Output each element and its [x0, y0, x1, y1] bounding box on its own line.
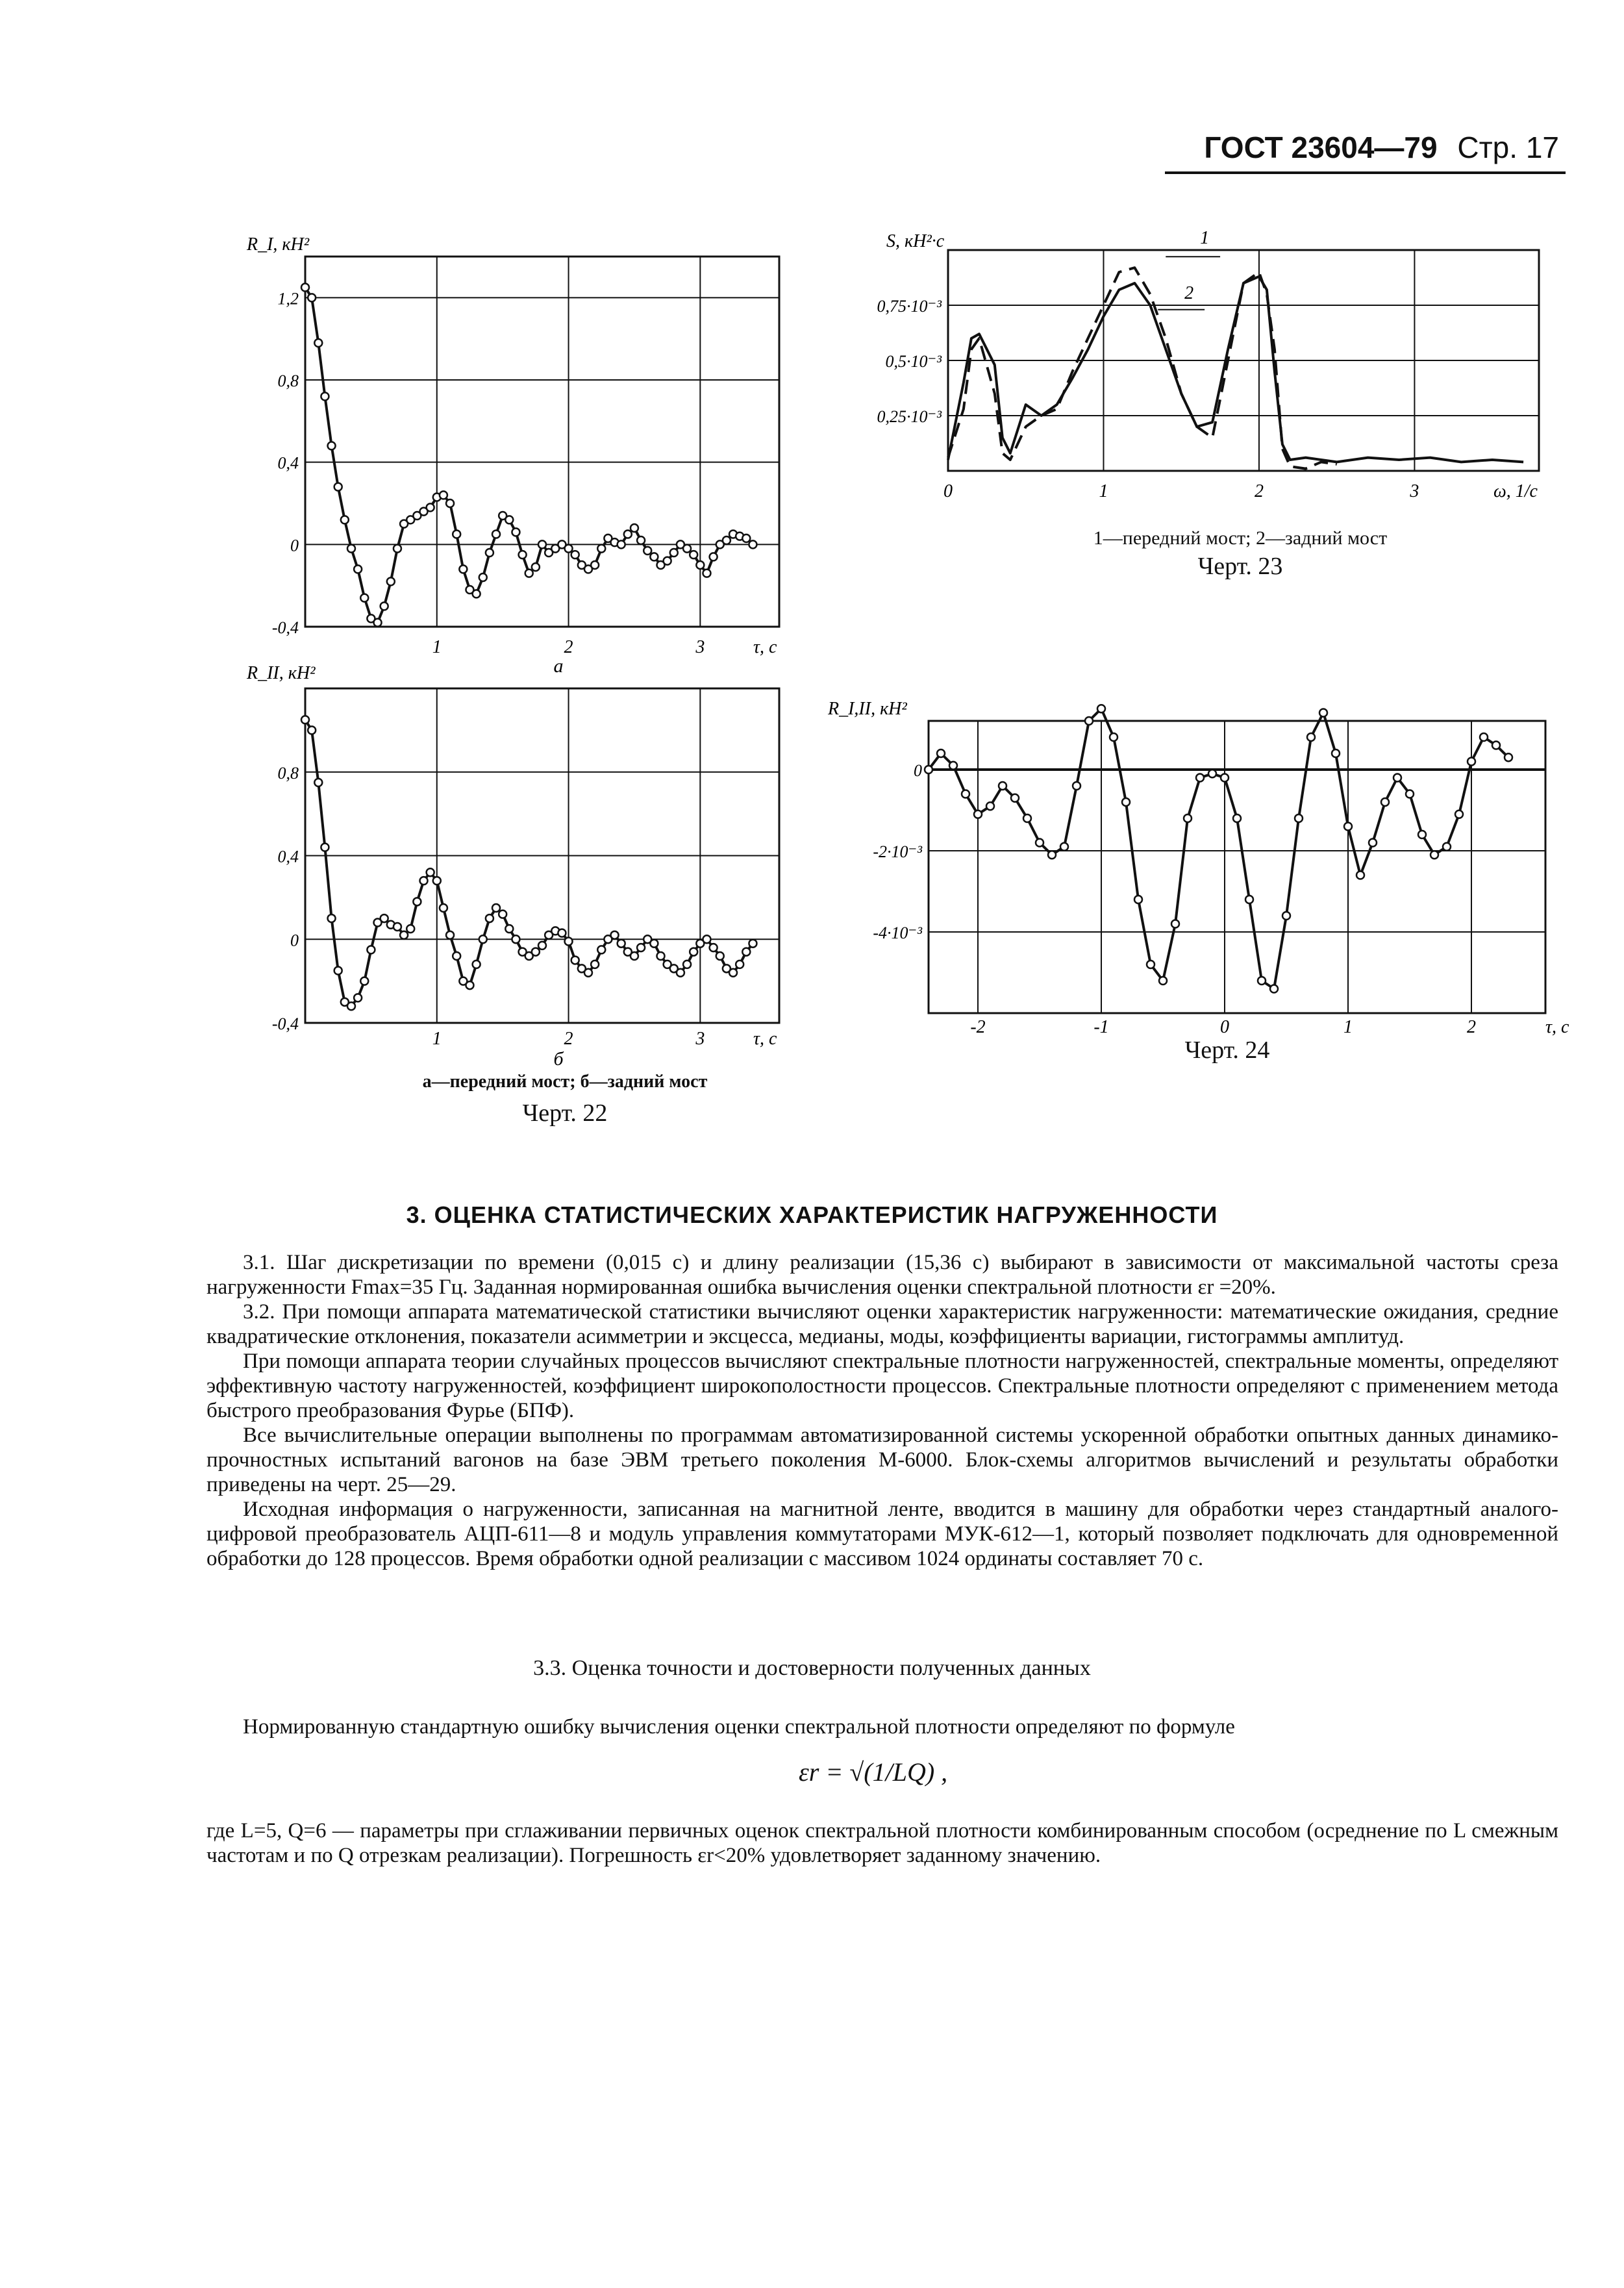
x-tick-label: 2: [564, 1029, 573, 1049]
data-point: [440, 491, 447, 499]
data-point: [1208, 770, 1216, 777]
data-point: [347, 1002, 355, 1010]
data-point: [479, 935, 487, 943]
data-point: [1295, 814, 1303, 822]
x-tick-label: 1: [432, 637, 442, 657]
data-point: [631, 524, 638, 532]
data-point: [631, 952, 638, 960]
plot-frame: [929, 721, 1545, 1013]
data-point: [360, 977, 368, 985]
data-point: [512, 528, 519, 536]
data-point: [519, 551, 527, 559]
x-tick-label: 1: [1099, 481, 1108, 501]
data-point: [538, 942, 546, 949]
series-label: 2: [1184, 283, 1194, 303]
subsection-intro: [206, 1715, 1558, 1739]
data-point: [1356, 872, 1364, 879]
data-point: [1344, 823, 1352, 831]
paragraph: Нормированную стандартную ошибку вычисления оценки спектральной плотности определяют по формуле: [243, 1715, 1235, 1739]
x-tick-label: -2: [970, 1017, 986, 1037]
data-point: [334, 483, 342, 491]
data-point: [1430, 851, 1438, 859]
data-point: [492, 531, 500, 538]
data-point: [459, 565, 467, 573]
data-point: [512, 935, 519, 943]
data-point: [690, 551, 697, 559]
data-point: [716, 952, 724, 960]
data-point: [314, 779, 322, 786]
data-point: [381, 914, 388, 922]
y-tick-label: -0,4: [271, 618, 299, 637]
x-tick-label: 1: [1343, 1017, 1353, 1037]
data-point: [558, 929, 566, 937]
x-axis-label: τ, с: [1545, 1017, 1569, 1037]
panel-label: а: [553, 655, 564, 677]
data-point: [360, 594, 368, 602]
x-axis-label: τ, с: [753, 1029, 777, 1049]
data-point: [308, 726, 316, 734]
data-point: [618, 940, 625, 948]
data-point: [729, 969, 737, 977]
data-point: [696, 561, 704, 569]
data-point: [301, 716, 309, 723]
data-point: [637, 944, 645, 951]
data-point: [453, 952, 460, 960]
page-number: Стр. 17: [1457, 131, 1559, 164]
y-tick-label: 0,25·10⁻³: [877, 407, 942, 426]
data-point: [499, 911, 506, 918]
data-point: [354, 565, 362, 573]
y-tick-label: 0,4: [277, 847, 299, 866]
data-point: [1122, 798, 1130, 806]
data-point: [618, 540, 625, 548]
data-point: [1110, 733, 1118, 741]
data-point: [571, 551, 579, 559]
x-tick-label: 0: [943, 481, 953, 501]
data-point: [1270, 985, 1278, 993]
x-tick-label: 2: [1254, 481, 1264, 501]
data-point: [591, 961, 599, 968]
paragraph: где L=5, Q=6 — параметры при сглаживании первичных оценок спектральной плотности комбинированным способом (осреднение по L смежным частотам и по Q отрезкам реализации). Погрешность εr<20% удовлетворяет заданному значению.: [206, 1819, 1558, 1867]
data-point: [406, 925, 414, 933]
data-point: [1492, 742, 1500, 749]
series-line: [948, 277, 1523, 462]
data-point: [736, 961, 743, 968]
data-point: [1134, 896, 1142, 903]
data-point: [381, 602, 388, 610]
data-point: [1381, 798, 1389, 806]
data-point: [486, 549, 493, 557]
data-point: [334, 967, 342, 975]
chart-fig22b: [234, 662, 805, 1070]
data-point: [473, 961, 481, 968]
data-point: [400, 931, 408, 939]
paragraph: При помощи аппарата теории случайных процессов вычисляют спектральные плотности нагруженностей, спектральные моменты, определяют эффективную частоту нагруженностей, коэффициент широкополостности процессов. Спектральные плотности определяют с применением метода быстрого преобразования Фурье (БПФ).: [206, 1350, 1558, 1422]
y-tick-label: 0,4: [277, 453, 299, 473]
y-tick-label: 0: [290, 931, 299, 950]
data-point: [446, 931, 454, 939]
data-point: [584, 969, 592, 977]
data-point: [742, 534, 750, 542]
data-point: [1258, 977, 1266, 985]
data-point: [677, 969, 684, 977]
data-point: [703, 935, 710, 943]
series-line: [929, 709, 1508, 988]
data-point: [650, 553, 658, 560]
data-point: [505, 516, 513, 523]
data-point: [354, 994, 362, 1001]
section-title: 3. ОЦЕНКА СТАТИСТИЧЕСКИХ ХАРАКТЕРИСТИК НАГРУЖЕННОСТИ: [406, 1201, 1218, 1228]
data-point: [1455, 811, 1463, 818]
data-point: [420, 877, 428, 885]
fig24-caption: Черт. 24: [1184, 1037, 1270, 1064]
data-point: [394, 923, 401, 931]
y-tick-label: -4·10⁻³: [873, 924, 922, 942]
data-point: [486, 914, 493, 922]
data-point: [657, 952, 665, 960]
data-point: [505, 925, 513, 933]
fig23-caption: Черт. 23: [1197, 553, 1283, 580]
x-tick-label: 3: [695, 1029, 705, 1049]
y-tick-label: 0,8: [277, 371, 299, 390]
data-point: [453, 531, 460, 538]
x-axis-label: τ, с: [753, 637, 777, 657]
data-point: [1159, 977, 1167, 985]
data-point: [341, 516, 349, 523]
data-point: [1418, 831, 1426, 838]
data-point: [749, 540, 756, 548]
data-point: [723, 536, 731, 544]
data-point: [492, 904, 500, 912]
data-point: [1480, 733, 1488, 741]
data-point: [703, 570, 710, 577]
y-axis-label: R_II, кН²: [247, 663, 316, 683]
data-point: [624, 531, 632, 538]
data-point: [328, 442, 336, 449]
data-point: [1011, 794, 1019, 802]
data-point: [328, 914, 336, 922]
y-tick-label: 0,75·10⁻³: [877, 297, 942, 316]
paragraph: 3.1. Шаг дискретизации по времени (0,015 с) и длину реализации (15,36 с) выбирают в зависимости от максимальной частоты среза нагруженности Fmax=35 Гц. Заданная нормированная ошибка вычисления оценки спектральной плотности εr =20%.: [206, 1251, 1558, 1299]
data-point: [925, 766, 932, 773]
data-point: [1048, 851, 1056, 859]
x-tick-label: -1: [1093, 1017, 1109, 1037]
page-header: [1165, 130, 1566, 174]
data-point: [650, 940, 658, 948]
data-point: [1319, 709, 1327, 717]
y-tick-label: -0,4: [271, 1014, 299, 1033]
data-point: [532, 948, 540, 956]
data-point: [611, 931, 619, 939]
fig23-legend: 1—передний мост; 2—задний мост: [1093, 527, 1388, 549]
data-point: [1393, 774, 1401, 782]
data-point: [374, 619, 382, 627]
data-point: [308, 294, 316, 301]
x-tick-label: 3: [1410, 481, 1419, 501]
data-point: [1282, 912, 1290, 920]
chart-fig23: [877, 227, 1565, 529]
fig22-caption: Черт. 22: [522, 1100, 608, 1127]
data-point: [591, 561, 599, 569]
data-point: [1307, 733, 1315, 741]
data-point: [1060, 843, 1068, 851]
x-tick-label: 0: [1220, 1017, 1229, 1037]
data-point: [683, 545, 691, 553]
x-tick-label: 2: [1467, 1017, 1476, 1037]
data-point: [1147, 961, 1155, 968]
chart-fig24: [825, 695, 1569, 1037]
formula: εr = √(1/LQ) ,: [799, 1757, 948, 1787]
data-point: [314, 339, 322, 347]
after-formula: [206, 1818, 1558, 1868]
standard-number: ГОСТ 23604—79: [1204, 131, 1438, 164]
series-label: 1: [1200, 227, 1210, 248]
data-point: [1184, 814, 1192, 822]
data-point: [710, 553, 718, 560]
y-tick-label: -2·10⁻³: [873, 842, 922, 861]
data-point: [367, 946, 375, 953]
data-point: [479, 573, 487, 581]
data-point: [664, 557, 671, 565]
data-point: [1085, 717, 1093, 725]
y-axis-label: R_I,II, кН²: [828, 699, 907, 719]
data-point: [962, 790, 969, 798]
data-point: [742, 948, 750, 956]
series-line: [948, 268, 1337, 468]
data-point: [690, 948, 697, 956]
data-point: [387, 577, 395, 585]
data-point: [440, 904, 447, 912]
data-point: [1406, 790, 1414, 798]
data-point: [1369, 839, 1377, 847]
data-point: [1233, 814, 1241, 822]
data-point: [637, 536, 645, 544]
data-point: [670, 549, 678, 557]
data-point: [427, 503, 434, 511]
panel-label: б: [553, 1048, 564, 1070]
paragraph: Исходная информация о нагруженности, записанная на магнитной ленте, вводится в машину для обработки через стандартный аналого-цифровой преобразователь АЦП-611—8 и модуль управления коммутаторами МУК-612—1, который позволяет подключать для одновременной обработки до 128 процессов. Время обработки одной реализации с массивом 1024 ординаты составляет 70 с.: [206, 1498, 1558, 1570]
data-point: [394, 545, 401, 553]
data-point: [597, 946, 605, 953]
data-point: [347, 545, 355, 553]
data-point: [643, 547, 651, 555]
fig22-legend: а—передний мост; б—задний мост: [422, 1072, 708, 1092]
x-tick-label: 1: [432, 1029, 442, 1049]
data-point: [466, 981, 473, 989]
y-tick-label: 0,5·10⁻³: [885, 352, 942, 371]
data-point: [937, 749, 945, 757]
data-point: [710, 944, 718, 951]
data-point: [1443, 843, 1451, 851]
section-body: [206, 1250, 1558, 1571]
data-point: [749, 940, 756, 948]
data-point: [1468, 758, 1475, 766]
data-point: [538, 540, 546, 548]
y-axis-label: S, кН²·с: [886, 231, 945, 251]
data-point: [446, 499, 454, 507]
data-point: [1171, 920, 1179, 928]
data-point: [986, 802, 994, 810]
y-axis-label: R_I, кН²: [247, 234, 310, 255]
data-point: [525, 570, 533, 577]
data-point: [1221, 774, 1229, 782]
y-tick-label: 0: [290, 536, 299, 555]
data-point: [413, 898, 421, 905]
y-tick-label: 1,2: [277, 289, 299, 308]
data-point: [301, 284, 309, 292]
data-point: [683, 961, 691, 968]
x-axis-label: ω, 1/с: [1493, 481, 1538, 501]
x-tick-label: 3: [695, 637, 705, 657]
data-point: [433, 877, 441, 885]
paragraph: 3.2. При помощи аппарата математической статистики вычисляют оценки характеристик нагруженности: математические ожидания, средние квадратические отклонения, показатели асимметрии и эксцесса, медианы, моды, коэффициенты вариации, гистограммы амплитуд.: [206, 1300, 1558, 1348]
data-point: [1196, 774, 1204, 782]
data-point: [321, 392, 329, 400]
data-point: [565, 545, 573, 553]
paragraph: Все вычислительные операции выполнены по программам автоматизированной системы ускоренной обработки опытных данных динамико-прочностных испытаний вагонов на базе ЭВМ третьего поколения М-6000. Блок-схемы алгоритмов вычислений и результаты обработки приведены на черт. 25—29.: [206, 1424, 1558, 1496]
data-point: [974, 811, 982, 818]
data-point: [949, 762, 957, 770]
data-point: [1097, 705, 1105, 712]
data-point: [565, 937, 573, 945]
subsection-title: 3.3. Оценка точности и достоверности полученных данных: [533, 1656, 1091, 1680]
y-tick-label: 0: [914, 761, 922, 780]
x-tick-label: 2: [564, 637, 573, 657]
data-point: [427, 868, 434, 876]
data-point: [1245, 896, 1253, 903]
data-point: [571, 956, 579, 964]
data-point: [999, 782, 1006, 790]
data-point: [1036, 839, 1043, 847]
data-point: [1073, 782, 1081, 790]
data-point: [1332, 749, 1340, 757]
data-point: [321, 844, 329, 851]
data-point: [1505, 753, 1512, 761]
data-point: [597, 545, 605, 553]
y-tick-label: 0,8: [277, 763, 299, 783]
data-point: [473, 590, 481, 597]
data-point: [1023, 814, 1031, 822]
data-point: [532, 563, 540, 571]
